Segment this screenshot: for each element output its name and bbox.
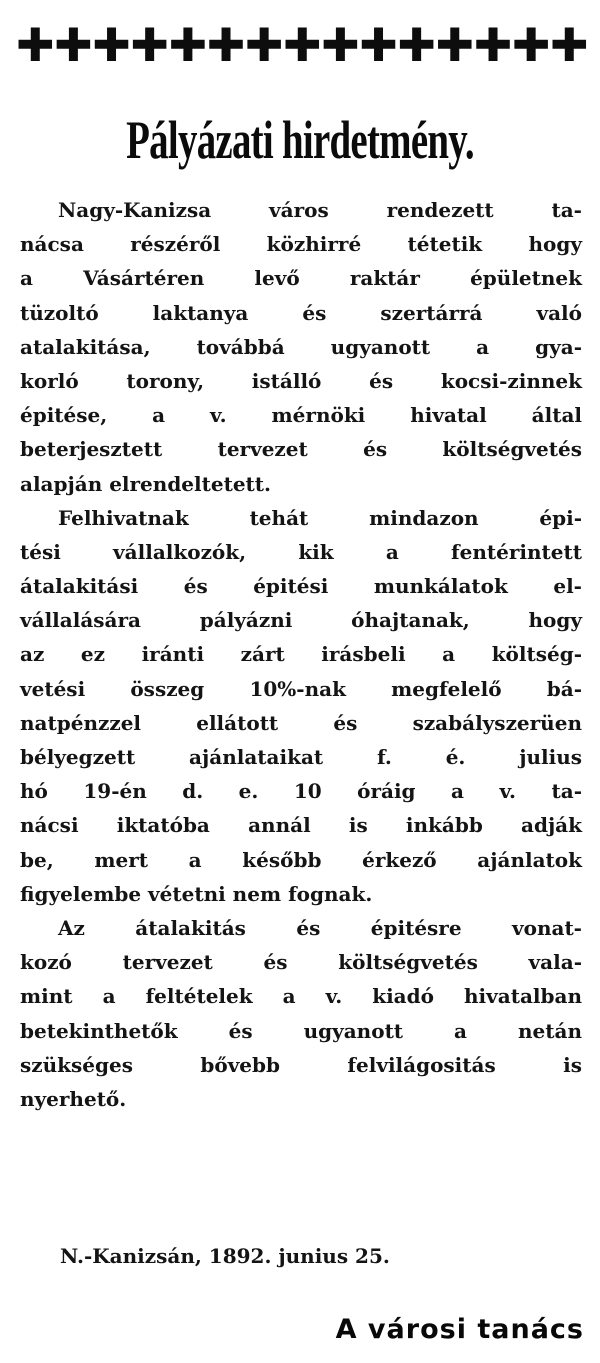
notice-title: Pályázati hirdetmény. [126,110,474,170]
text-line: mint a feltételek a v. kiadó hivatalban [20,984,582,1009]
text-line: betekinthetők és ugyanott a netán [20,1018,582,1043]
paragraph-1 [20,193,582,501]
text-line: alapján elrendeltetett. [20,471,271,496]
text-line: kozó tervezet és költségvetés vala- [20,950,582,975]
text-line: épitése, a v. mérnöki hivatal által [20,403,582,428]
cross-icon: ✚ [92,18,131,72]
cross-icon: ✚ [321,18,360,72]
text-line: Az átalakitás és épitésre vonat- [58,915,582,940]
cross-icon: ✚ [473,18,513,72]
cross-icon: ✚ [511,18,551,72]
text-line: Felhivatnak tehát mindazon épi- [58,505,582,530]
text-line: be, mert a később érkező ajánlatok [20,847,582,872]
text-line: az ez iránti zárt irásbeli a költség- [20,642,582,667]
cross-icon: ✚ [435,18,475,72]
cross-icon: ✚ [244,18,284,72]
text-line: hó 19-én d. e. 10 óráig a v. ta- [20,779,582,804]
cross-icon: ✚ [16,18,55,72]
text-line: a Vásártéren levő raktár épületnek [20,266,582,291]
text-line: vetési összeg 10%-nak megfelelő bá- [20,676,582,701]
text-line: korló torony, istálló és kocsi-zinnek [20,368,582,393]
cross-icon: ✚ [359,18,398,72]
cross-icon: ✚ [54,18,93,72]
text-line: nácsa részéről közhirré tétetik hogy [20,232,582,257]
cross-icon: ✚ [282,18,322,72]
signature: A városi tanács [335,1314,584,1345]
cross-icon: ✚ [397,18,436,72]
text-line: beterjesztett tervezet és költségvetés [20,437,582,462]
text-line: átalakitási és épitési munkálatok el- [20,574,582,599]
cross-ornament-row [16,18,589,72]
cross-icon: ✚ [549,18,589,72]
dateline: N.-Kanizsán, 1892. junius 25. [60,1244,390,1268]
cross-icon: ✚ [130,18,169,72]
notice-body [20,193,582,1116]
paragraph-3 [20,911,582,1116]
paragraph-2 [20,501,582,911]
text-line: atalakitása, továbbá ugyanott a gya- [20,334,582,359]
text-line: nyerhető. [20,1086,127,1111]
text-line: vállalására pályázni óhajtanak, hogy [20,608,582,633]
cross-icon: ✚ [168,18,208,72]
text-line: figyelembe vétetni nem fognak. [20,881,373,906]
text-line: natpénzzel ellátott és szabályszerüen [20,710,582,735]
text-line: tési vállalkozók, kik a fentérintett [20,539,582,564]
text-line: Nagy-Kanizsa város rendezett ta- [58,198,582,222]
cross-icon: ✚ [206,18,246,72]
text-line: nácsi iktatóba annál is inkább adják [20,813,582,838]
text-line: tüzoltó laktanya és szertárrá való [20,300,582,325]
text-line: bélyegzett ajánlataikat f. é. julius [20,745,582,769]
text-line: szükséges bővebb felvilágositás is [20,1052,582,1077]
